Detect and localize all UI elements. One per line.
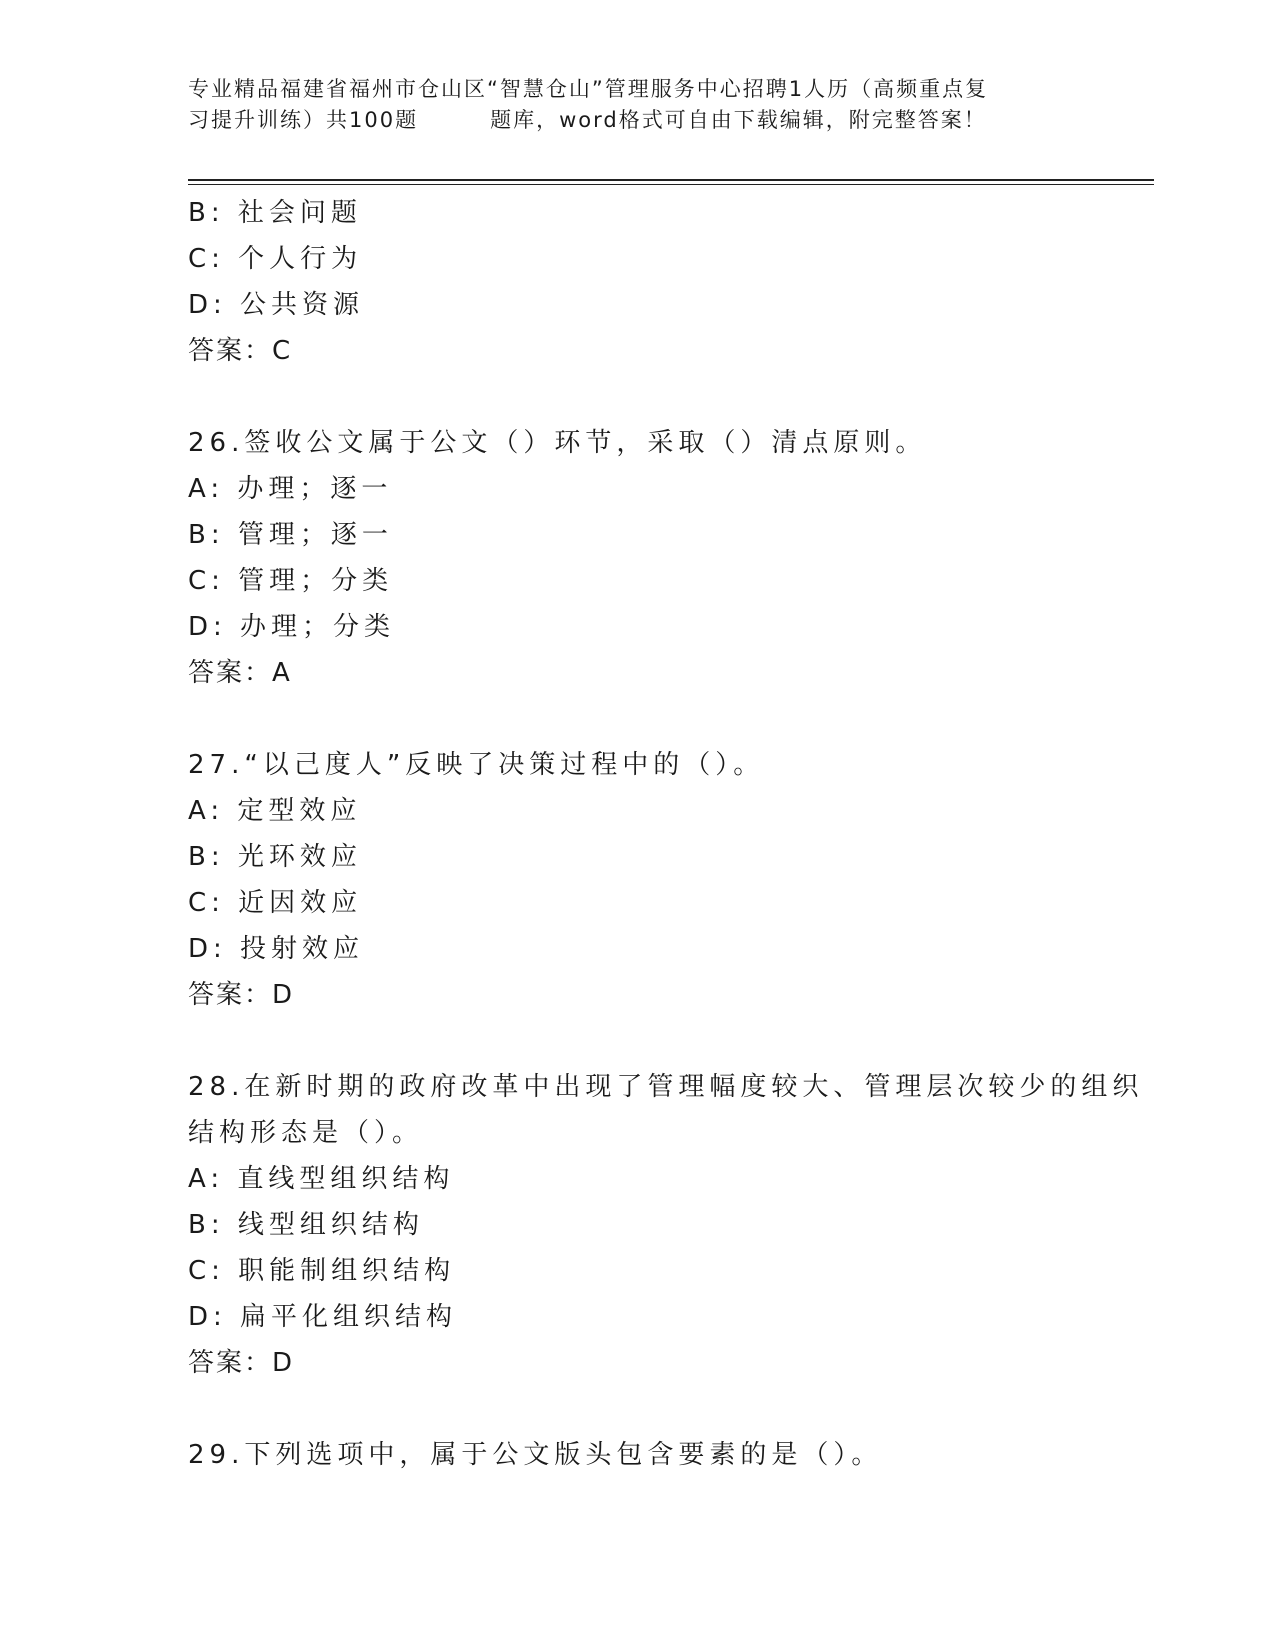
answer-line	[188, 972, 1088, 1018]
question-stem: 29.下列选项中，属于公文版头包含要素的是（）。	[188, 1440, 883, 1470]
question-spacer	[188, 1386, 1088, 1432]
option-d: D: 公共资源	[188, 290, 365, 320]
option-c: C: 管理；分类	[188, 566, 394, 596]
header-title-line-2	[188, 105, 1088, 136]
answer-line	[188, 328, 1088, 374]
question-stem-line-1: 28.在新时期的政府改革中出现了管理幅度较大、管理层次较少的组织	[188, 1072, 1144, 1102]
option-c: C: 个人行为	[188, 244, 363, 274]
question-spacer	[188, 696, 1088, 742]
option-d: D: 扁平化组织结构	[188, 1302, 458, 1332]
question-spacer	[188, 374, 1088, 420]
option-a: A: 直线型组织结构	[188, 1164, 455, 1194]
answer-value: A	[272, 658, 292, 688]
answer-label: 答案：	[188, 336, 273, 366]
option-d: D: 投射效应	[188, 934, 365, 964]
question-27	[188, 742, 1088, 1018]
answer-label: 答案：	[188, 980, 273, 1010]
option-c: C: 职能制组织结构	[188, 1256, 456, 1286]
question-stem-line-2: 结构形态是（）。	[188, 1118, 424, 1148]
answer-line	[188, 650, 1088, 696]
answer-value: D	[272, 1348, 295, 1378]
question-stem: 27.“以己度人”反映了决策过程中的（）。	[188, 750, 765, 780]
header-divider-thick	[188, 179, 1154, 181]
question-list	[188, 190, 1144, 1478]
answer-label: 答案：	[188, 1348, 273, 1378]
option-b: B: 光环效应	[188, 842, 362, 872]
answer-line	[188, 1340, 1088, 1386]
answer-label: 答案：	[188, 658, 273, 688]
question-25-continuation	[188, 190, 1088, 374]
answer-value: D	[272, 980, 295, 1010]
option-c: C: 近因效应	[188, 888, 363, 918]
answer-value: C	[272, 336, 293, 366]
option-a: A: 定型效应	[188, 796, 362, 826]
option-b: B: 管理；逐一	[188, 520, 393, 550]
header-divider-thin	[188, 184, 1154, 185]
question-28	[188, 1064, 1144, 1386]
header-title-line-1: 专业精品福建省福州市仓山区“智慧仓山”管理服务中心招聘1人历（高频重点复	[188, 77, 989, 101]
page-header	[188, 74, 1088, 136]
question-spacer	[188, 1018, 1088, 1064]
option-b: B: 线型组织结构	[188, 1210, 424, 1240]
header-title-line-2-part-2: 题库，word格式可自由下载编辑，附完整答案！	[490, 108, 987, 132]
question-stem: 26.签收公文属于公文（）环节，采取（）清点原则。	[188, 428, 927, 458]
header-title-line-2-part-1: 习提升训练）共100题	[188, 108, 419, 132]
option-b: B: 社会问题	[188, 198, 362, 228]
question-29	[188, 1432, 1088, 1478]
question-26	[188, 420, 1088, 696]
option-a: A: 办理；逐一	[188, 474, 393, 504]
option-d: D: 办理；分类	[188, 612, 396, 642]
